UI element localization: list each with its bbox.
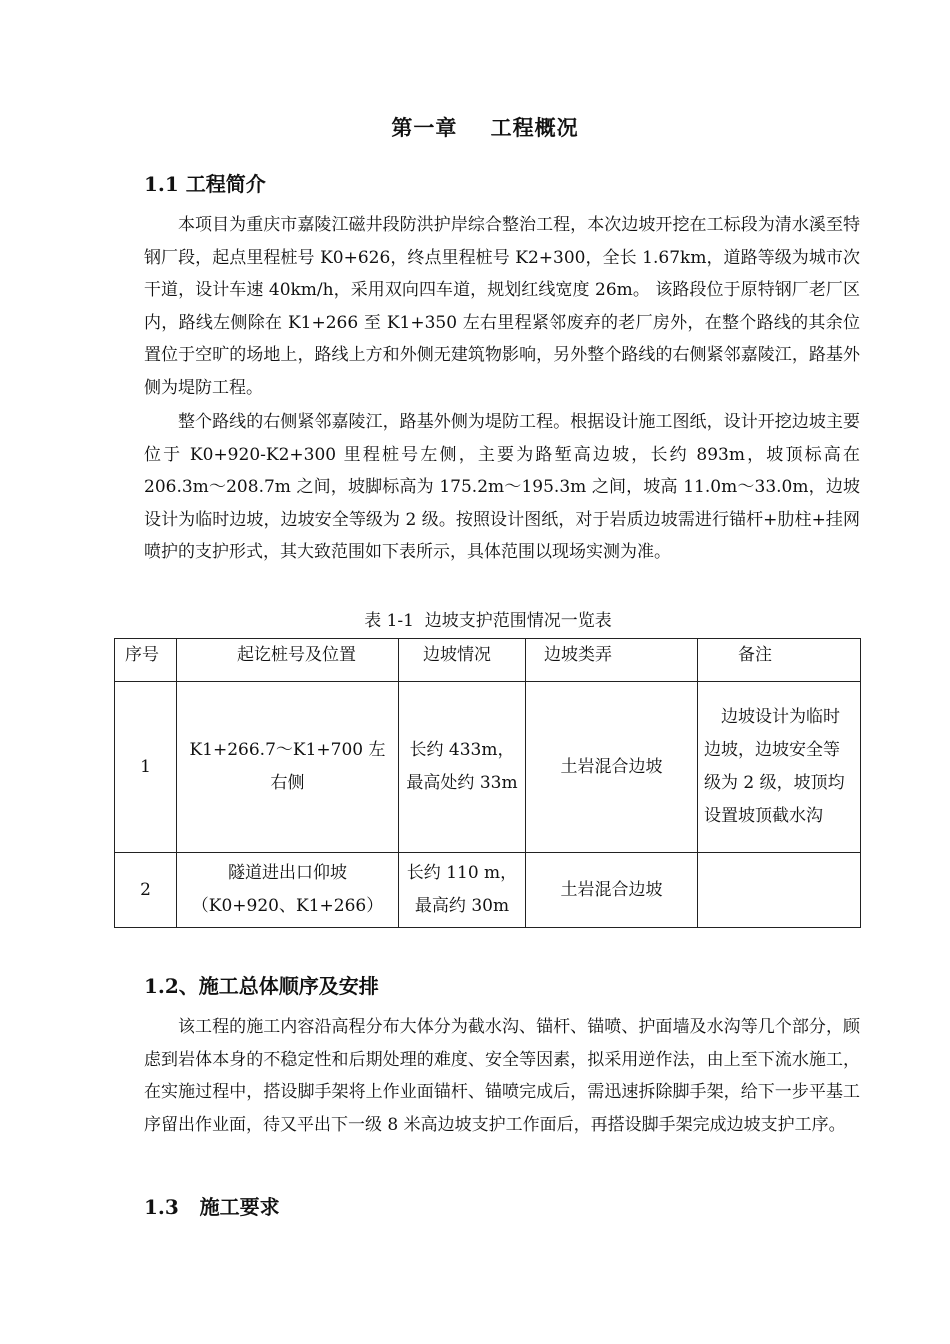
cell-no: 1 <box>115 682 177 853</box>
header-cell-location: 起讫桩号及位置 <box>177 639 399 682</box>
table-header-row <box>115 639 861 682</box>
section-heading-1-3: 1.3 施工要求 <box>144 1195 280 1219</box>
cell-remark: 边坡设计为临时边坡，边坡安全等级为 2 级，坡顶均设置坡顶截水沟 <box>698 682 861 853</box>
cell-remark <box>698 853 861 928</box>
table-caption: 表 1-1 边坡支护范围情况一览表 <box>364 611 612 631</box>
table-row <box>115 853 861 928</box>
paragraph-project-intro: 本项目为重庆市嘉陵江磁井段防洪护岸综合整治工程，本次边坡开挖在工标段为清水溪至特钢厂段，起点里程桩号 K0+626，终点里程桩号 K2+300，全长 1.67km，道路等级为城市次干道，设计车速 40km/h，采用双向四车道，规划红线宽度 26m。 该路段位于原特钢厂老厂区内，路线左侧除在 K1+266 至 K1+350 左右里程紧邻废弃的老厂房外，在整个路线的其余位置位于空旷的场地上，路线上方和外侧无建筑物影响，另外整个路线的右侧紧邻嘉陵江，路基外侧为堤防工程。 <box>144 215 860 398</box>
section-heading-1-2: 1.2、施工总体顺序及安排 <box>144 974 379 998</box>
table-row <box>115 682 861 853</box>
header-cell-type: 边坡类弄 <box>526 639 698 682</box>
cell-no: 2 <box>115 853 177 928</box>
chapter-title: 第一章 工程概况 <box>391 115 579 140</box>
paragraph-construction-sequence: 该工程的施工内容沿高程分布大体分为截水沟、锚杆、锚喷、护面墙及水沟等几个部分，顾虑到岩体本身的不稳定性和后期处理的难度、安全等因素，拟采用逆作法，由上至下流水施工，在实施过程中，搭设脚手架将上作业面锚杆、锚喷完成后，需迅速拆除脚手架，给下一步平基工序留出作业面，待又平出下一级 8 米高边坡支护工作面后，再搭设脚手架完成边坡支护工序。 <box>144 1017 860 1135</box>
header-cell-no: 序号 <box>115 639 177 682</box>
cell-situation: 长约 110 m，最高约 30m <box>399 853 526 928</box>
header-cell-situation: 边坡情况 <box>399 639 526 682</box>
slope-support-table <box>114 638 861 928</box>
cell-type: 土岩混合边坡 <box>526 682 698 853</box>
cell-situation: 长约 433m，最高处约 33m <box>399 682 526 853</box>
cell-location: K1+266.7～K1+700 左右侧 <box>177 682 399 853</box>
cell-location: 隧道进出口仰坡（K0+920、K1+266） <box>177 853 399 928</box>
paragraph-slope-design: 整个路线的右侧紧邻嘉陵江，路基外侧为堤防工程。根据设计施工图纸，设计开挖边坡主要位于 K0+920-K2+300 里程桩号左侧，主要为路堑高边坡，长约 893m，坡顶标高在 206.3m～208.7m 之间，坡脚标高为 175.2m～195.3m 之间，坡高 11.0m～33.0m，边坡设计为临时边坡，边坡安全等级为 2 级。按照设计图纸，对于岩质边坡需进行锚杆+肋柱+挂网喷护的支护形式，其大致范围如下表所示，具体范围以现场实测为准。 <box>144 412 860 563</box>
section-heading-1-1: 1.1 工程简介 <box>144 172 266 196</box>
cell-type: 土岩混合边坡 <box>526 853 698 928</box>
header-cell-remark: 备注 <box>698 639 861 682</box>
